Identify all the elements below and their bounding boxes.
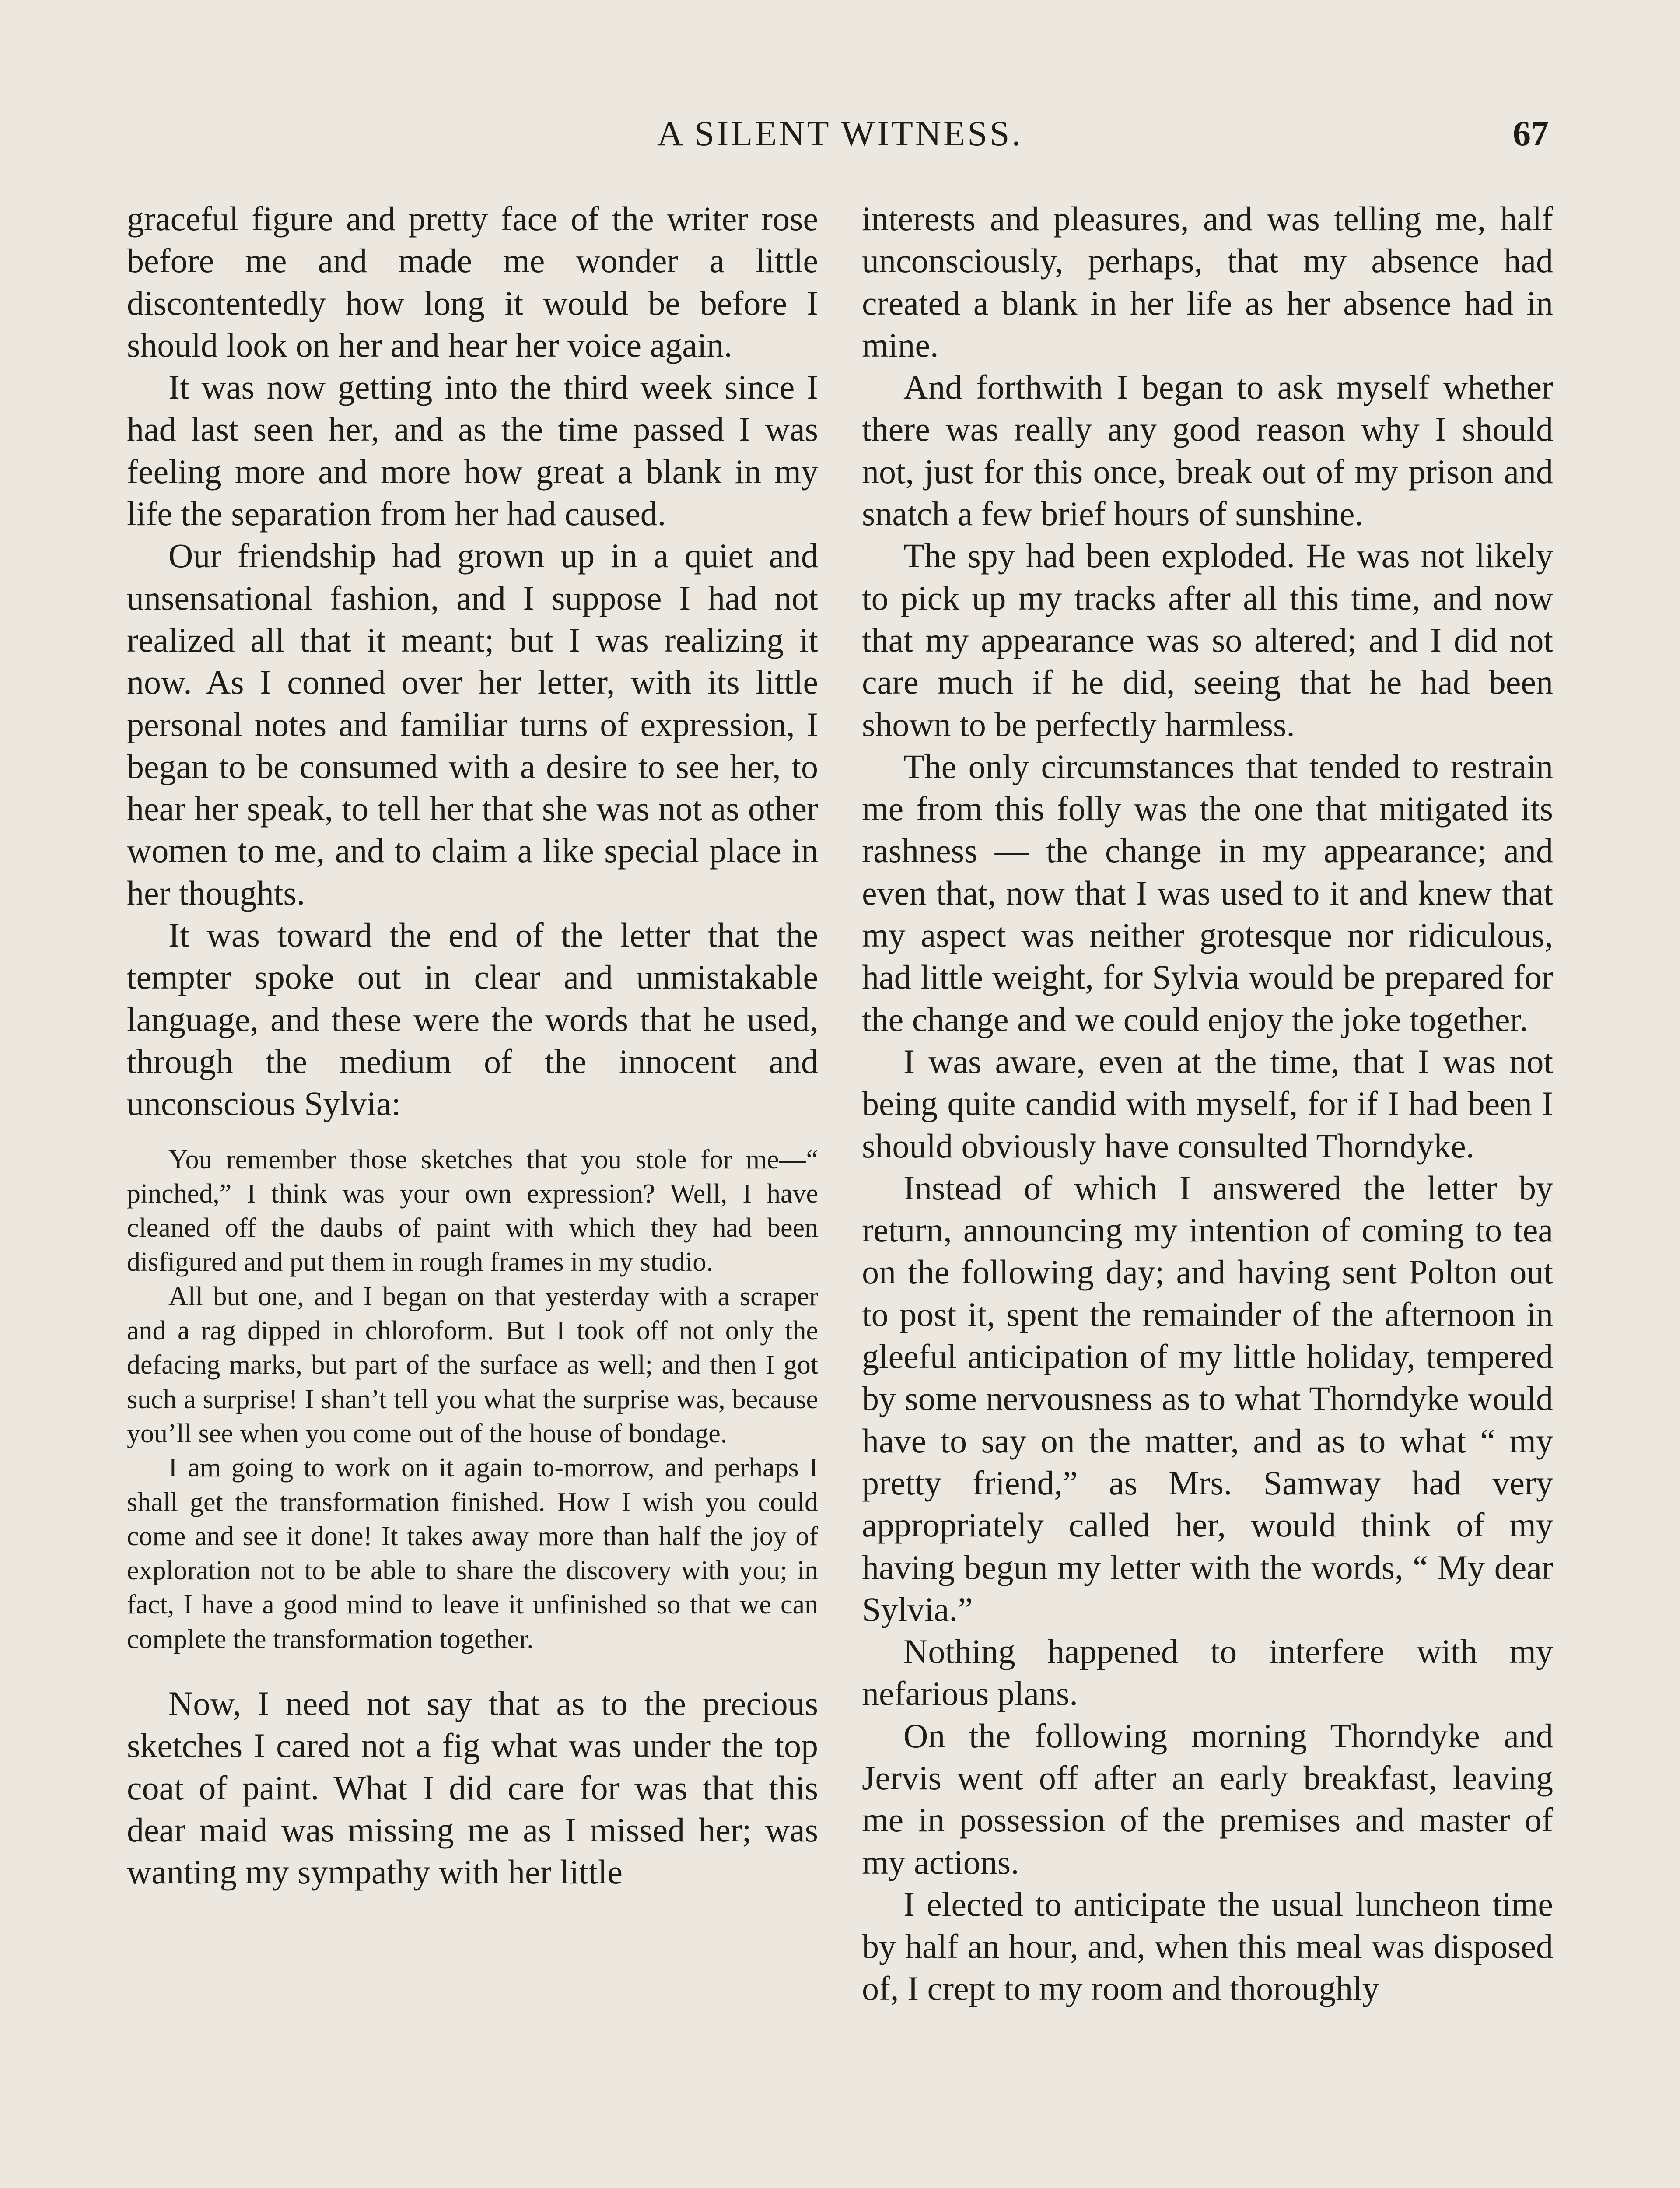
paragraph: And forthwith I began to ask myself whether there was really any good reason why I should not, just for this once, break out of my prison and snatch a few brief hours of sunshine. xyxy=(862,368,1553,533)
paragraph: graceful figure and pretty face of the writer rose before me and made me wonder a little discontentedly how long it would be before I should look on her and hear her voice again. xyxy=(127,200,818,364)
running-head xyxy=(0,109,1680,158)
paragraph: The spy had been exploded. He was not likely to pick up my tracks after all this time, and now that my appearance was so altered; and I did not care much if he did, seeing that he had been shown to be perfectly harmless. xyxy=(862,536,1553,743)
paragraph: The only circumstances that tended to restrain me from this folly was the one that mitigated its rashness — the change in my appearance; and even that, now that I was used to it and knew that my aspect was neither grotesque nor ridiculous, had little weight, for Sylvia would be prepared for the change and we could enjoy the joke together. xyxy=(862,747,1553,1038)
paragraph: Nothing happened to interfere with my nefarious plans. xyxy=(862,1632,1553,1713)
right-column xyxy=(862,198,1553,2010)
left-column xyxy=(127,198,818,1893)
paragraph: It was toward the end of the letter that the tempter spoke out in clear and unmistakable language, and these were the words that he used, through the medium of the innocent and unconscious Sylvia: xyxy=(127,916,818,1123)
quoted-letter xyxy=(127,1143,818,1656)
running-title: A SILENT WITNESS. xyxy=(657,113,1023,153)
page-number: 67 xyxy=(1513,113,1549,153)
paragraph: Instead of which I answered the letter by return, announcing my intention of coming to tea on the following day; and having sent Polton out to post it, spent the remainder of the afternoon in gleeful anticipation of my little holiday, tempered by some nervousness as to what Thorndyke would have to say on the matter, and as to what “ my pretty friend,” as Mrs. Samway had very appropriately called her, would think of my having begun my letter with the words, “ My dear Sylvia.” xyxy=(862,1168,1553,1628)
paragraph: Now, I need not say that as to the precious sketches I cared not a fig what was under the top coat of paint. What I did care for was that this dear maid was missing me as I missed her; was wanting my sympathy with her little xyxy=(127,1684,818,1891)
letter-paragraph: You remember those sketches that you stole for me—“ pinched,” I think was your own expression? Well, I have cleaned off the daubs of paint with which they had been disfigured and put them in rough frames in my studio. xyxy=(127,1144,818,1277)
paragraph: interests and pleasures, and was telling me, half unconsciously, perhaps, that my absence had created a blank in her life as her absence had in mine. xyxy=(862,200,1553,364)
paragraph: Our friendship had grown up in a quiet and unsensational fashion, and I suppose I had not realized all that it meant; but I was realizing it now. As I conned over her letter, with its little personal notes and familiar turns of expression, I began to be consumed with a desire to see her, to hear her speak, to tell her that she was not as other women to me, and to claim a like special place in her thoughts. xyxy=(127,536,818,912)
paragraph: I elected to anticipate the usual luncheon time by half an hour, and, when this meal was disposed of, I crept to my room and thoroughly xyxy=(862,1885,1553,2008)
paragraph: I was aware, even at the time, that I was not being quite candid with myself, for if I had been I should obviously have consulted Thorndyke. xyxy=(862,1042,1553,1165)
paragraph: On the following morning Thorndyke and Jervis went off after an early breakfast, leaving me in possession of the premises and master of my actions. xyxy=(862,1716,1553,1881)
letter-paragraph: I am going to work on it again to-morrow, and perhaps I shall get the transformation finished. How I wish you could come and see it done! It takes away more than half the joy of exploration not to be able to share the discovery with you; in fact, I have a good mind to leave it unfinished so that we can complete the transformation together. xyxy=(127,1453,818,1654)
letter-paragraph: All but one, and I began on that yesterday with a scraper and a rag dipped in chloroform. But I took off not only the defacing marks, but part of the surface as well; and then I got such a surprise! I shan’t tell you what the surprise was, because you’ll see when you come out of the house of bondage. xyxy=(127,1281,818,1448)
paragraph: It was now getting into the third week since I had last seen her, and as the time passed I was feeling more and more how great a blank in my life the separation from her had caused. xyxy=(127,368,818,533)
